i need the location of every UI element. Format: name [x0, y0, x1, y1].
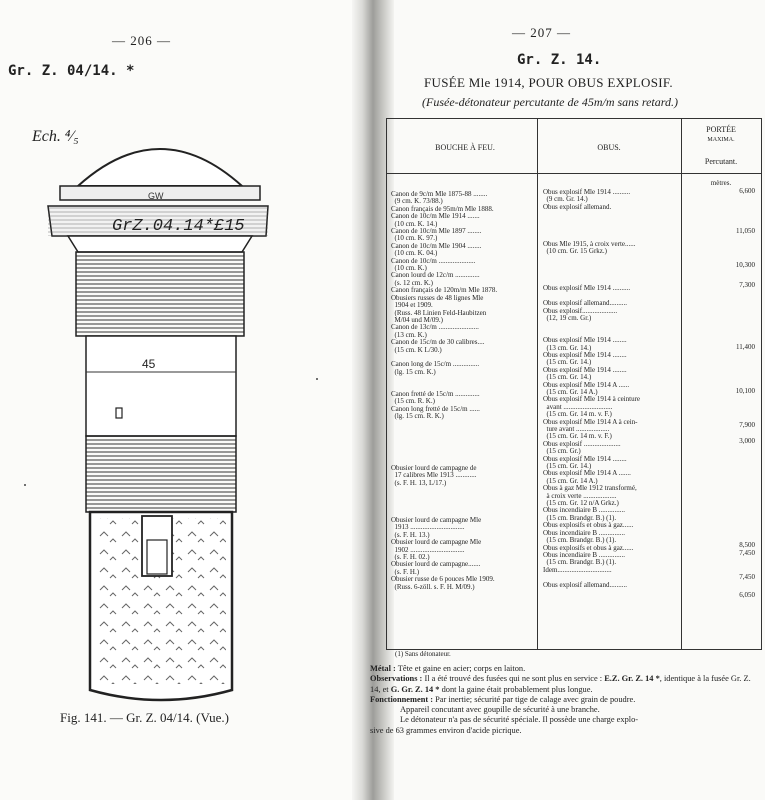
- fuze-usage-table: [386, 118, 762, 650]
- table-header-percutant: Percutant.: [704, 157, 738, 166]
- range-value: 7,300: [739, 281, 755, 289]
- fuze-small-text: GW: [148, 191, 164, 201]
- table-header-obus: OBUS.: [597, 143, 621, 152]
- range-value: 10,300: [735, 261, 755, 269]
- range-value: 6,050: [739, 591, 755, 599]
- range-value: 11,400: [736, 343, 755, 351]
- ink-speck: [24, 484, 26, 486]
- ink-speck: [316, 378, 318, 380]
- fuze-notes: [370, 664, 760, 736]
- right-page-subtitle: FUSÉE Mle 1914, POUR OBUS EXPLOSIF.: [424, 75, 673, 90]
- table-column-bouche: Canon de 9c/m Mle 1875-88 ........ (9 cm. K. 73/88.) Canon français de 95m/m Mle 1888. Canon de 10c/m Mle 1914 ....... (10 cm. K. 14.) Canon de 10c/m Mle 1897 ........ (10 cm. K. 97.) Canon de 10c/m Mle 1904 ........ (10 cm. K. 04.) Canon de 10c/m ..................... (10 cm. K.) Canon lourd de 12c/m .............. (s. 12 cm. K.) Canon français de 120m/m Mle 1878. Obusiers russes de 48 lignes Mle 1904 et 1909. (Russ. 48 Linien Feld-Haubitzen M/04 und M/09.) Canon de 13c/m ....................... (13 cm. K.) Canon de 15c/m de 30 calibres.... (15 cm. K L/30.) Canon long de 15c/m ............... (lg. 15 cm. K.) Canon fretté de 15c/m .............. (15 cm. R. K.) Canon long fretté de 15c/m ...... (lg. 15 cm. R. K.) Obusier lourd de campagne de 17 calibres Mle 1913 ............ (s. F. H. 13, L/17.) Obusier lourd de campagne Mle 1913 ............................... (s. F. H. 13.) Obusier lourd de campagne Mle 1902 ............................... (s. F. H. 02.) Obusier lourd de campagne....... (s. F. H.) Obusier russe de 6 pouces Mle 1909. (Russ. 6-zöll. s. F. H. M/09.): [391, 190, 498, 591]
- scale-label: Ech. ⁴⁄₅: [32, 128, 79, 145]
- figure-caption: Fig. 141. — Gr. Z. 04/14. (Vue.): [60, 710, 229, 725]
- notes-line: Appareil concutant avec goupille de sécurité à une branche.: [400, 705, 600, 715]
- table-header-bouche: BOUCHE À FEU.: [435, 143, 495, 152]
- table-column-obus: Obus explosif Mle 1914 .......... (9 cm. Gr. 14.) Obus explosif allemand. Obus Mle 1915, à croix verte...... (10 cm. Gr. 15 Grkz.) Obus explosif Mle 1914 .......... Obus explosif allemand.......... Obus explosif.................... (12, 19 cm. Gr.) Obus explosif Mle 1914 ........ (13 cm. Gr. 14.) Obus explosif Mle 1914 ........ (15 cm. Gr. 14.) Obus explosif Mle 1914 ........ (15 cm. Gr. 14.) Obus explosif Mle 1914 A ...... (15 cm. Gr. 14 A.) Obus explosif Mle 1914 à ceinture avant ............................ (15 cm. Gr. 14 m. v. F.) Obus explosif Mle 1914 A à cein- ture avant ................... (15 cm. Gr. 14 m. v. F.) Obus explosif ..................... (15 cm. Gr.) Obus explosif Mle 1914 ........ (15 cm. Gr. 14.) Obus explosif Mle 1914 A ....... (15 cm. Gr. 14 A.) Obus à gaz Mle 1912 transformé, à croix verte ................... (15 cm. Gr. 12 n/A Grkz.) Obus incendiaire B ............... (15 cm. Brandgr. B.) (1). Obus explosifs et obus à gaz...... Obus incendiaire B ............... (15 cm. Brandgr. B.) (1). Obus explosifs et obus à gaz...... Obus incendiaire B ............... (15 cm. Brandgr. B.) (1). Idem............................... Obus explosif allemand..........: [543, 188, 641, 589]
- notes-line: sive de 63 grammes environ d'acide picrique.: [370, 725, 522, 735]
- table-footnote: (1) Sans détonateur.: [395, 650, 451, 658]
- range-value: 6,600: [739, 187, 755, 195]
- range-value: 11,050: [736, 227, 755, 235]
- table-col-divider: [681, 119, 682, 649]
- range-value: 8,500: [739, 541, 755, 549]
- dimension-label: 45: [142, 357, 156, 371]
- right-page-title: Gr. Z. 14.: [517, 52, 602, 68]
- notes-observations: Observations : Il a été trouvé des fusées qui ne sont plus en service : E.Z. Gr. Z. 14 *, identique à la fusée Gr. Z. 14, et G. Gr. Z. 14 * dont la gaine était probablement plus longue.: [370, 674, 751, 694]
- right-page-number: — 207 —: [512, 25, 571, 40]
- fuze-drawing: [30, 130, 290, 710]
- left-page-title: Gr. Z. 04/14. *: [8, 63, 135, 79]
- range-value: 7,900: [739, 421, 755, 429]
- right-page-subtitle-2: (Fusée-détonateur percutante de 45m/m sans retard.): [422, 95, 678, 109]
- range-value: 7,450: [739, 549, 755, 557]
- range-value: 10,100: [735, 387, 755, 395]
- table-unit: mètres.: [710, 179, 732, 187]
- range-value: 7,450: [739, 573, 755, 581]
- notes-line: Le détonateur n'a pas de sécurité spéciale. Il possède une charge explo-: [400, 715, 639, 725]
- table-header-portee: PORTÉE: [706, 125, 736, 134]
- left-page-number: — 206 —: [112, 33, 171, 48]
- notes-metal: Métal : Tête et gaine en acier; corps en laiton.: [370, 664, 526, 673]
- table-header-portee-sub: MAXIMA.: [707, 137, 735, 143]
- notes-fonctionnement: Fonctionnement : Par inertie; sécurité par tige de calage avec grain de poudre.: [370, 694, 636, 704]
- fuze-band-text: GrZ.04.14*£15: [112, 217, 245, 236]
- table-col-divider: [537, 119, 538, 649]
- range-value: 3,000: [739, 437, 755, 445]
- table-header-divider: [387, 173, 761, 174]
